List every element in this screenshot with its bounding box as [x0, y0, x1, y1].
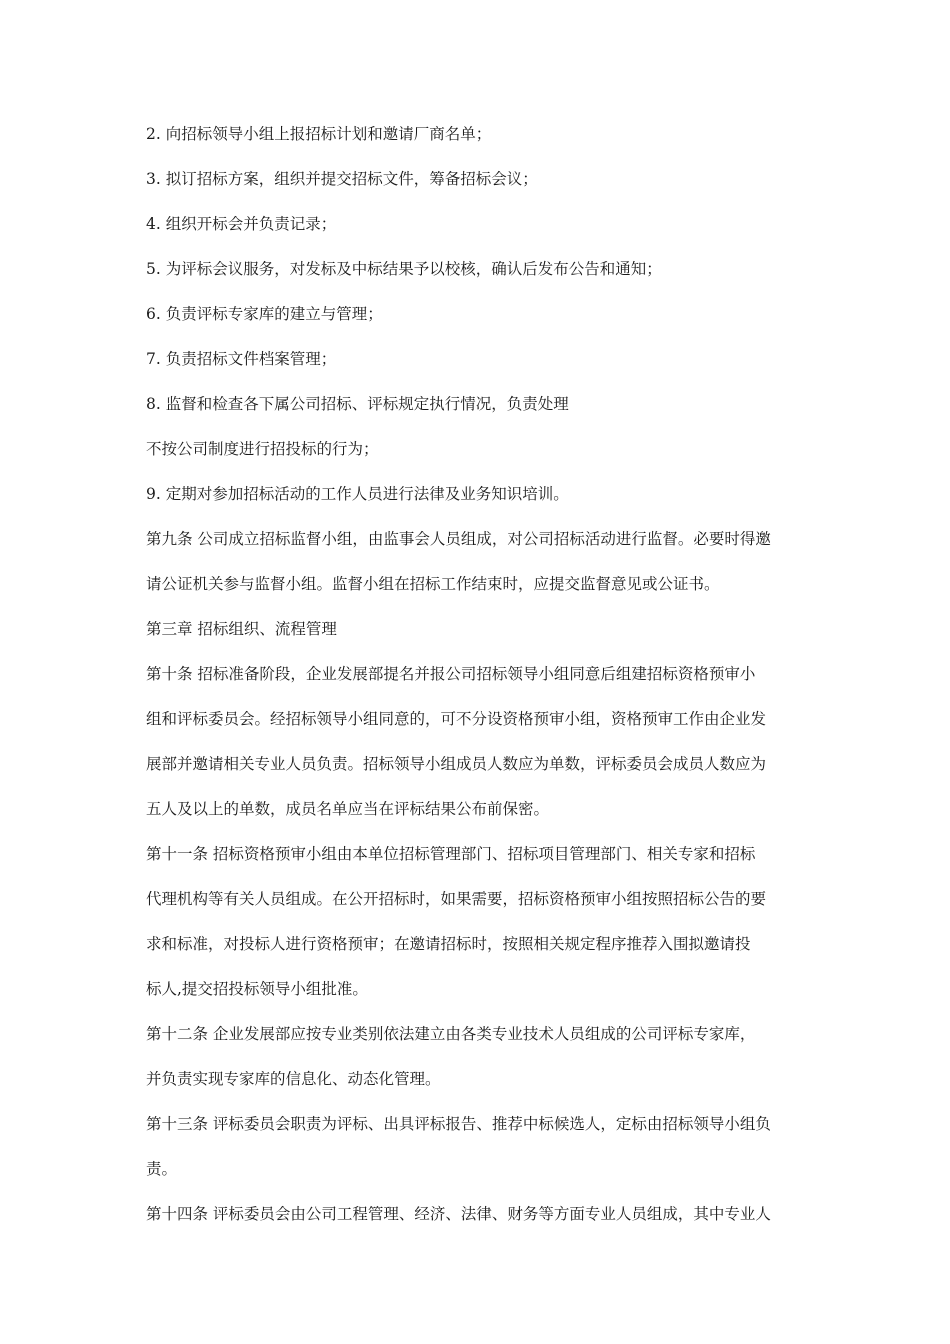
text-line: 并负责实现专家库的信息化、动态化管理。	[146, 1070, 441, 1088]
text-line: 代理机构等有关人员组成。在公开招标时，如果需要，招标资格预审小组按照招标公告的要	[146, 890, 767, 908]
text-line: 标人,提交招投标领导小组批准。	[146, 980, 368, 998]
text-line: 2. 向招标领导小组上报招标计划和邀请厂商名单；	[146, 125, 492, 143]
text-line: 五人及以上的单数，成员名单应当在评标结果公布前保密。	[146, 800, 550, 818]
text-line: 第九条 公司成立招标监督小组，由监事会人员组成，对公司招标活动进行监督。必要时得邀	[146, 530, 771, 548]
text-line: 不按公司制度进行招投标的行为；	[146, 440, 379, 458]
text-line: 7. 负责招标文件档案管理；	[146, 350, 337, 368]
text-line: 9. 定期对参加招标活动的工作人员进行法律及业务知识培训。	[146, 485, 569, 503]
text-line: 第十三条 评标委员会职责为评标、出具评标报告、推荐中标候选人，定标由招标领导小组负	[146, 1115, 771, 1133]
text-line: 6. 负责评标专家库的建立与管理；	[146, 305, 383, 323]
document-body	[146, 112, 816, 1237]
text-line: 展部并邀请相关专业人员负责。招标领导小组成员人数应为单数，评标委员会成员人数应为	[146, 755, 767, 773]
text-line: 第十一条 招标资格预审小组由本单位招标管理部门、招标项目管理部门、相关专家和招标	[146, 845, 756, 863]
text-line: 求和标准，对投标人进行资格预审；在邀请招标时，按照相关规定程序推荐入围拟邀请投	[146, 935, 751, 953]
text-line: 第十四条 评标委员会由公司工程管理、经济、法律、财务等方面专业人员组成，其中专业人	[146, 1205, 771, 1223]
text-line: 4. 组织开标会并负责记录；	[146, 215, 337, 233]
text-line: 请公证机关参与监督小组。监督小组在招标工作结束时，应提交监督意见或公证书。	[146, 575, 720, 593]
text-line: 第十二条 企业发展部应按专业类别依法建立由各类专业技术人员组成的公司评标专家库，	[146, 1025, 756, 1043]
section-heading: 第三章 招标组织、流程管理	[146, 620, 337, 638]
text-line: 8. 监督和检查各下属公司招标、评标规定执行情况，负责处理	[146, 395, 569, 413]
text-line: 第十条 招标准备阶段，企业发展部提名并报公司招标领导小组同意后组建招标资格预审小	[146, 665, 756, 683]
text-line: 责。	[146, 1160, 178, 1178]
text-line: 3. 拟订招标方案，组织并提交招标文件，筹备招标会议；	[146, 170, 538, 188]
text-line: 5. 为评标会议服务，对发标及中标结果予以校核，确认后发布公告和通知；	[146, 260, 662, 278]
text-line: 组和评标委员会。经招标领导小组同意的，可不分设资格预审小组，资格预审工作由企业发	[146, 710, 767, 728]
